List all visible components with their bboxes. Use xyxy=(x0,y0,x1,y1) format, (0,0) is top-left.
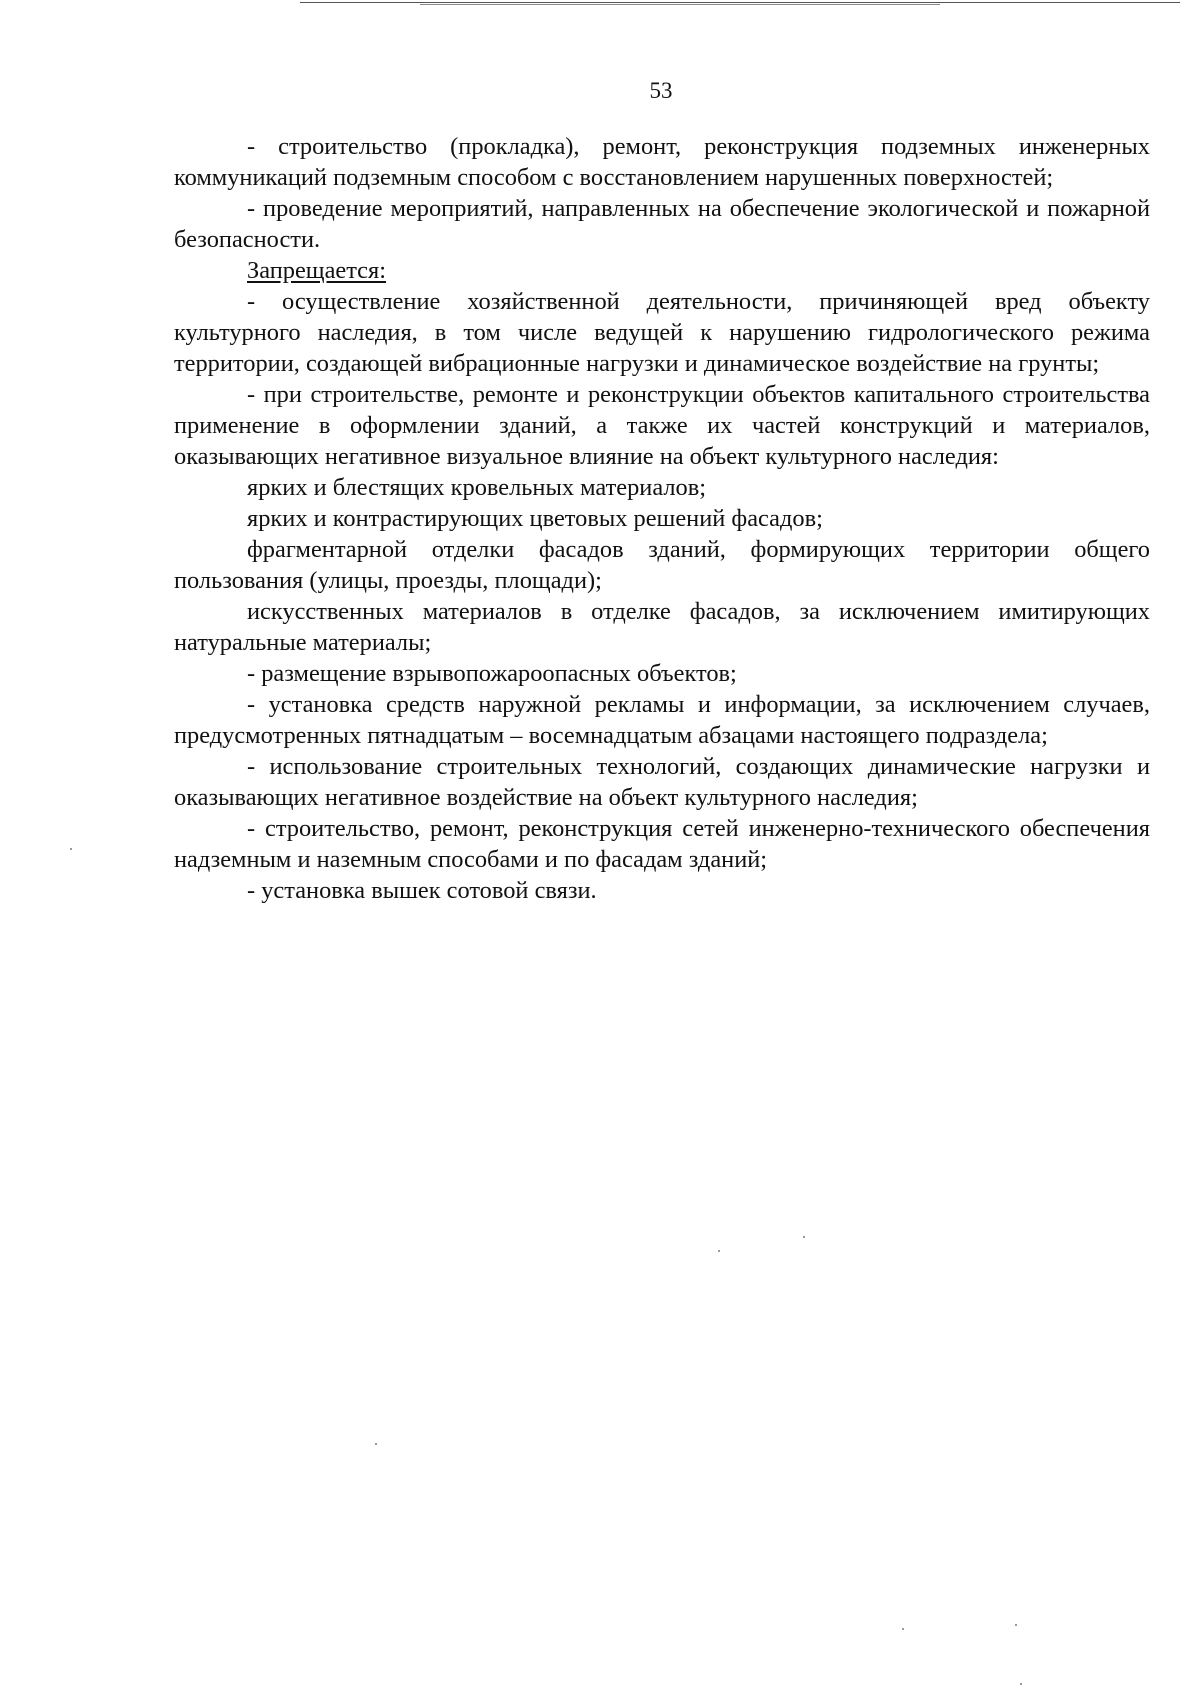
prohibited-item: - установка средств наружной рекламы и информации, за исключением случаев, предусмотренных пятнадцатым – восемнадцатым абзацами настоящего подраздела; xyxy=(174,691,1150,749)
paragraph: - проведение мероприятий, направленных на обеспечение экологической и пожарной безопасности. xyxy=(174,195,1150,253)
page-number: 53 xyxy=(649,78,673,103)
prohibited-heading-line xyxy=(174,255,1150,286)
scan-speck xyxy=(1020,1683,1022,1685)
scan-edge-line xyxy=(300,2,1180,3)
prohibited-item: - при строительстве, ремонте и реконструкции объектов капитального строительства применение в оформлении зданий, а также их частей конструкций и материалов, оказывающих негативное визуальное влияние на объект культурного наследия: xyxy=(174,381,1150,470)
document-body xyxy=(174,131,1150,906)
scan-speck xyxy=(902,1628,904,1630)
scan-speck xyxy=(1015,1624,1017,1626)
prohibited-subitem: искусственных материалов в отделке фасадов, за исключением имитирующих натуральные материалы; xyxy=(174,598,1150,656)
prohibited-item: - установка вышек сотовой связи. xyxy=(247,877,597,904)
prohibited-subitem: фрагментарной отделки фасадов зданий, формирующих территории общего пользования (улицы, проезды, площади); xyxy=(174,536,1150,594)
scan-speck xyxy=(70,848,72,850)
prohibited-item: - осуществление хозяйственной деятельности, причиняющей вред объекту культурного наследия, в том числе ведущей к нарушению гидрологического режима территории, создающей вибрационные нагрузки и динамическое воздействие на грунты; xyxy=(174,288,1150,377)
prohibited-item: - использование строительных технологий, создающих динамические нагрузки и оказывающих негативное воздействие на объект культурного наследия; xyxy=(174,753,1150,811)
prohibited-subitem: ярких и контрастирующих цветовых решений фасадов; xyxy=(247,505,823,532)
scan-speck xyxy=(803,1236,805,1238)
scan-edge-line xyxy=(420,4,940,5)
scan-speck xyxy=(375,1443,377,1445)
prohibited-subitem: ярких и блестящих кровельных материалов; xyxy=(247,474,707,501)
paragraph: - строительство (прокладка), ремонт, реконструкция подземных инженерных коммуникаций подземным способом с восстановлением нарушенных поверхностей; xyxy=(174,133,1150,191)
scan-speck xyxy=(718,1250,720,1252)
prohibited-heading: Запрещается: xyxy=(247,257,387,284)
prohibited-item: - размещение взрывопожароопасных объектов; xyxy=(247,660,737,687)
prohibited-item: - строительство, ремонт, реконструкция сетей инженерно-технического обеспечения надземным и наземным способами и по фасадам зданий; xyxy=(174,815,1150,873)
